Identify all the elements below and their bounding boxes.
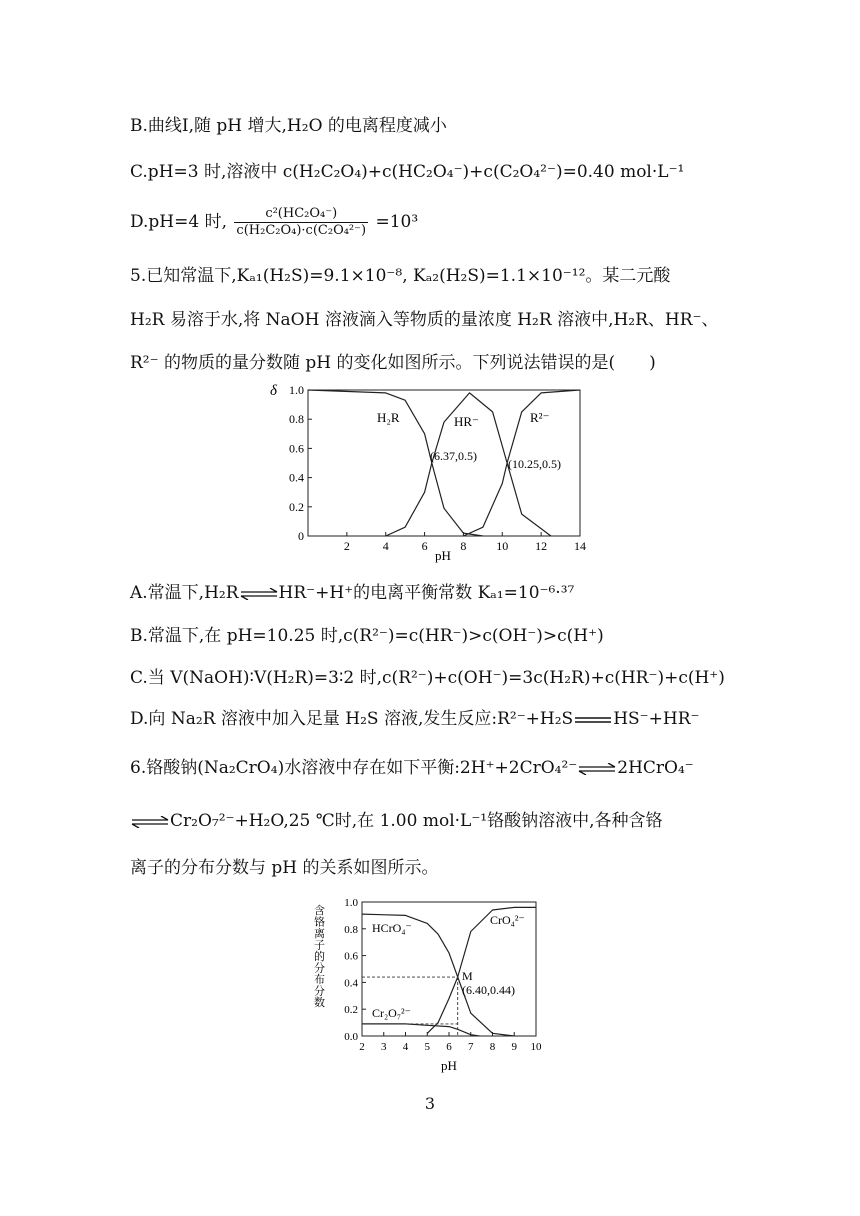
q6-stem-line2 [130, 809, 663, 833]
chart2-x-label: pH [441, 1058, 457, 1073]
equilibrium-arrow-icon [239, 588, 279, 600]
chart2-x-tick-label: 9 [511, 1041, 517, 1053]
chart2-annotation-m: M [462, 969, 473, 983]
q5-option-a-prefix: A.常温下,H₂R [130, 583, 239, 603]
chart1-y-tick-label: 0 [298, 529, 304, 543]
chart2-series-2 [362, 1024, 479, 1036]
q5-option-d [130, 707, 700, 731]
option-d-q4-fraction [234, 206, 368, 239]
chart2-y-tick-label: 1.0 [344, 897, 358, 909]
option-d-q4-prefix: D.pH=4 时, [130, 212, 228, 232]
q5-option-b: B.常温下,在 pH=10.25 时,c(R²⁻)=c(HR⁻)>c(OH⁻)>c(H⁺) [130, 626, 604, 646]
double-equals-arrow-icon [573, 714, 613, 726]
fraction-numerator: c²(HC₂O₄⁻) [234, 206, 368, 223]
option-d-q4-suffix: =10³ [375, 212, 419, 232]
chart2-y-tick-label: 0.6 [344, 950, 358, 963]
q5-option-c: C.当 V(NaOH)∶V(H₂R)=3∶2 时,c(R²⁻)+c(OH⁻)=3c(H₂R)+c(HR⁻)+c(H⁺) [130, 668, 725, 688]
chart1-y-tick-label: 0.4 [289, 470, 304, 485]
chart1-y-symbol: δ [270, 383, 277, 399]
chart2-annotation-mcoord: (6.40,0.44) [462, 983, 515, 997]
q6-stem-line3: 离子的分布分数与 pH 的关系如图所示。 [130, 858, 439, 878]
chart2-y-tick-label: 0.0 [344, 1031, 358, 1043]
chart1-x-tick-label: 8 [460, 539, 467, 553]
page-number: 3 [424, 1094, 436, 1113]
q6-stem-line1-prefix: 6.铬酸钠(Na₂CrO₄)水溶液中存在如下平衡:2H⁺+2CrO₄²⁻ [130, 758, 578, 778]
chart1-x-tick-label: 6 [421, 539, 428, 553]
chart1-x-tick-label: 10 [496, 539, 509, 553]
fraction-denominator: c(H₂C₂O₄)·c(C₂O₄²⁻) [236, 223, 367, 238]
chart1-y-tick-label: 0.6 [289, 441, 304, 456]
chart1-y-tick-label: 1.0 [289, 383, 304, 397]
option-c-q4: C.pH=3 时,溶液中 c(H₂C₂O₄)+c(HC₂O₄⁻)+c(C₂O₄²⁻)=0.40 mol·L⁻¹ [130, 162, 685, 182]
chart1-y-tick-label: 0.2 [289, 499, 304, 514]
q5-stem-line1: 5.已知常温下,Kₐ₁(H₂S)=9.1×10⁻⁸, Kₐ₂(H₂S)=1.1×10⁻¹²。某二元酸 [130, 266, 671, 286]
chart2-y-tick-label: 0.4 [344, 977, 358, 990]
chart2-x-tick-label: 4 [402, 1041, 409, 1053]
q6-stem-line1-suffix: 2HCrO₄⁻ [617, 758, 694, 778]
chart2-label-hcro4: HCrO₄⁻ [372, 921, 412, 935]
equilibrium-arrow-icon [577, 763, 617, 775]
q5-option-d-suffix: HS⁻+HR⁻ [613, 709, 700, 729]
q5-option-a [130, 581, 574, 605]
chart1-label-h2r: H₂R [377, 410, 400, 425]
chart2-x-tick-label: 10 [530, 1041, 542, 1053]
q5-stem-line3: R²⁻ 的物质的量分数随 pH 的变化如图所示。下列说法错误的是( ) [130, 353, 656, 373]
chart2-label-cr2o7: Cr₂O₇²⁻ [372, 1006, 411, 1020]
chart1-annotation-p1: (6.37,0.5) [430, 449, 477, 463]
chart2-y-tick-label: 0.2 [344, 1004, 358, 1017]
q5-option-d-prefix: D.向 Na₂R 溶液中加入足量 H₂S 溶液,发生反应:R²⁻+H₂S [130, 709, 574, 729]
chart2-x-tick-label: 2 [359, 1041, 365, 1053]
option-b-q4: B.曲线Ⅰ,随 pH 增大,H₂O 的电离程度减小 [130, 116, 447, 136]
chart1-y-tick-label: 0.8 [289, 412, 304, 427]
chart-chromium-speciation [310, 890, 560, 1080]
chart2-x-tick-label: 7 [468, 1041, 474, 1053]
q6-stem-line2-text: Cr₂O₇²⁻+H₂O,25 ℃时,在 1.00 mol·L⁻¹铬酸钠溶液中,各种含铬 [170, 811, 663, 831]
equilibrium-arrow-icon [130, 816, 170, 828]
q5-option-a-suffix: HR⁻+H⁺的电离平衡常数 Kₐ₁=10⁻⁶·³⁷ [278, 583, 575, 603]
chart1-x-tick-label: 4 [382, 539, 389, 553]
chart2-y-label: 含铬离子的分布分数 [314, 905, 325, 1009]
q5-stem-line2: H₂R 易溶于水,将 NaOH 溶液滴入等物质的量浓度 H₂R 溶液中,H₂R、HR⁻、 [130, 310, 719, 330]
chart2-x-tick-label: 6 [446, 1041, 452, 1053]
chart2-label-cro4: CrO₄²⁻ [490, 913, 525, 927]
chart1-annotation-p2: (10.25,0.5) [508, 457, 561, 471]
chart2-x-tick-label: 3 [381, 1041, 387, 1053]
q6-stem-line1 [130, 756, 694, 780]
chart-speciation-h2r [262, 378, 602, 568]
chart1-x-tick-label: 12 [535, 539, 548, 553]
chart2-y-tick-label: 0.8 [344, 923, 358, 936]
chart1-label-r: R²⁻ [530, 410, 550, 425]
chart1-x-tick-label: 2 [343, 539, 350, 553]
chart2-x-tick-label: 8 [489, 1041, 496, 1053]
chart1-x-tick-label: 14 [574, 539, 586, 553]
chart1-x-label: pH [435, 548, 451, 563]
option-d-q4 [130, 206, 418, 239]
chart1-label-hr: HR⁻ [454, 414, 479, 429]
chart2-x-tick-label: 5 [424, 1041, 430, 1053]
